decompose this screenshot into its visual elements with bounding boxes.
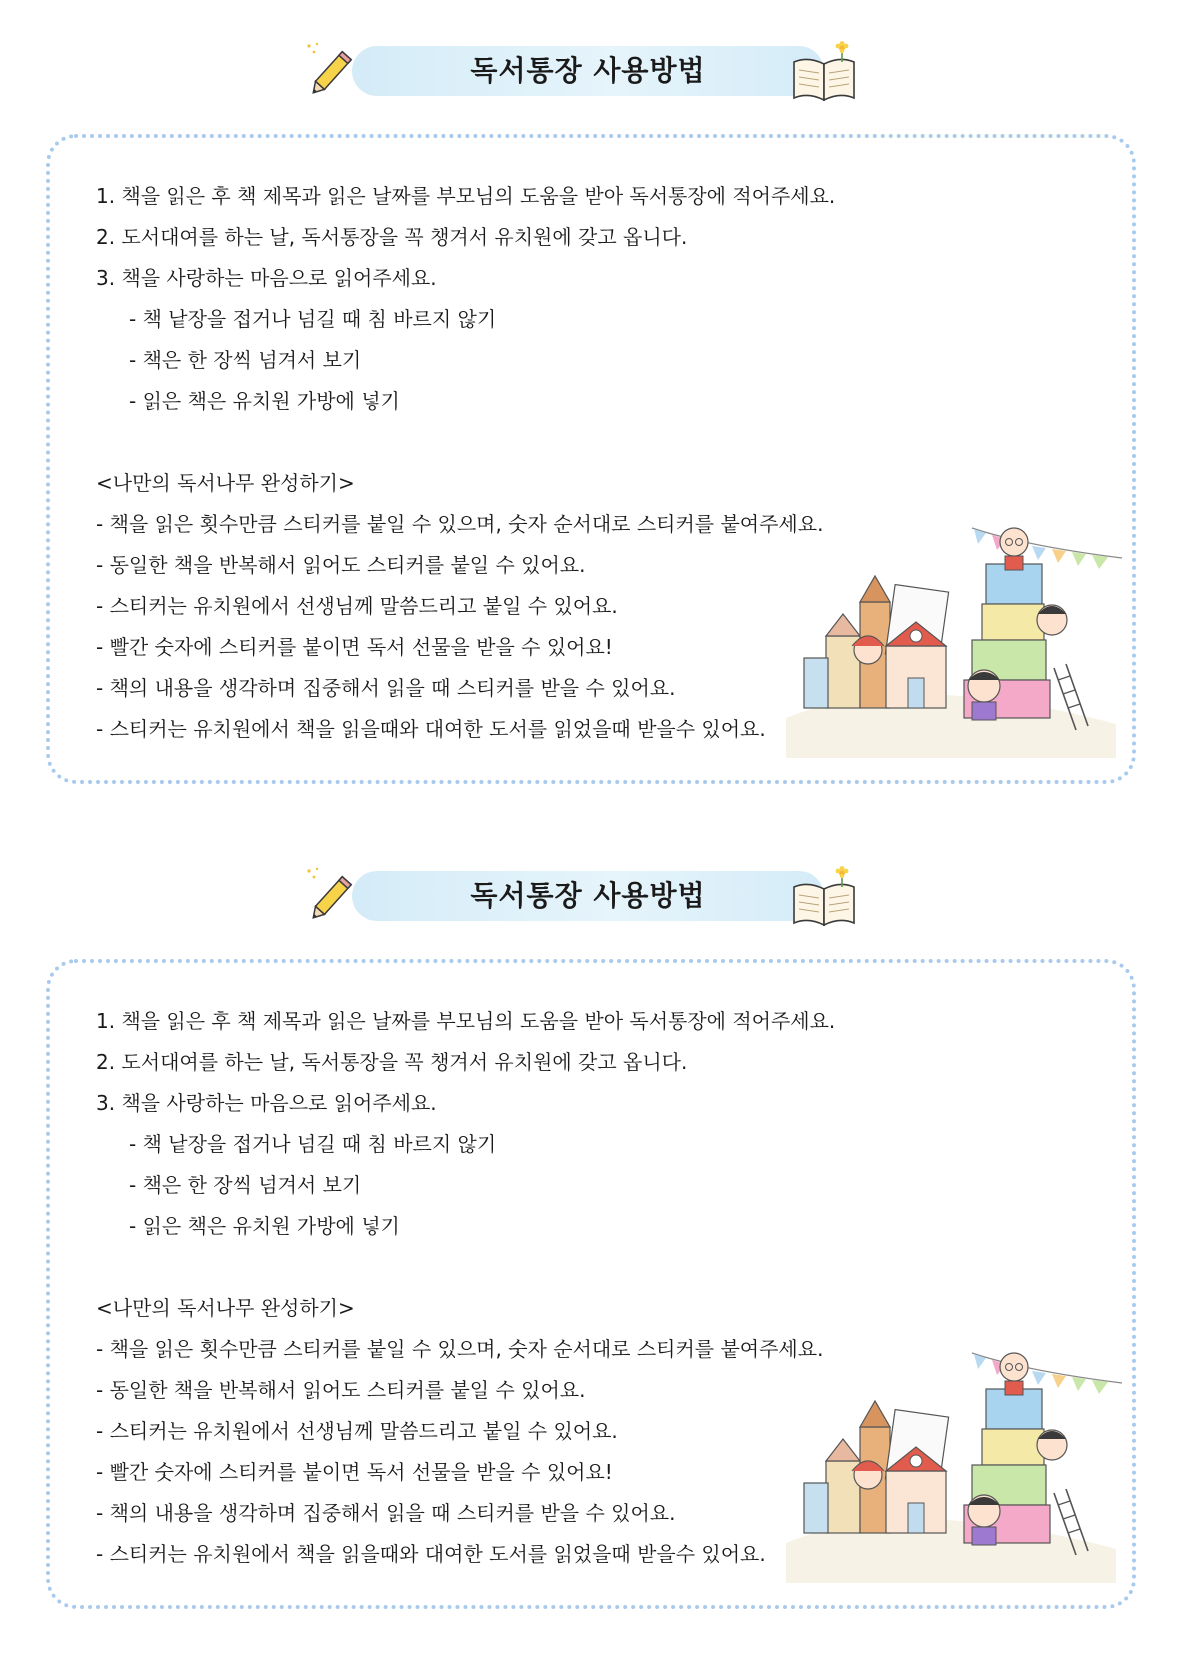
instruction-line: 3. 책을 사랑하는 마음으로 읽어주세요. [96,266,437,290]
subheading: <나만의 독서나무 완성하기> [96,1296,355,1320]
instruction-line: - 빨간 숫자에 스티커를 붙이면 독서 선물을 받을 수 있어요! [96,1460,613,1484]
instruction-subline: - 읽은 책은 유치원 가방에 넣기 [129,389,400,413]
kids-reading-books-illustration [786,518,1126,758]
instruction-subline: - 읽은 책은 유치원 가방에 넣기 [129,1214,400,1238]
instruction-line: 3. 책을 사랑하는 마음으로 읽어주세요. [96,1091,437,1115]
instruction-line: - 책을 읽은 횟수만큼 스티커를 붙일 수 있으며, 숫자 순서대로 스티커를 붙여주세요. [96,1337,824,1361]
instruction-line: - 책의 내용을 생각하며 집중해서 읽을 때 스티커를 받을 수 있어요. [96,1501,676,1525]
open-book-icon [790,40,860,104]
instruction-line: - 스티커는 유치원에서 책을 읽을때와 대여한 도서를 읽었을때 받을수 있어요. [96,717,766,741]
pencil-icon [306,42,358,98]
instruction-subline: - 책은 한 장씩 넘겨서 보기 [129,348,362,372]
instruction-line: 2. 도서대여를 하는 날, 독서통장을 꼭 챙겨서 유치원에 갖고 옵니다. [96,1050,688,1074]
spacer-line [96,422,835,463]
instruction-line: 1. 책을 읽은 후 책 제목과 읽은 날짜를 부모님의 도움을 받아 독서통장에 적어주세요. [96,1009,836,1033]
instruction-line: - 책의 내용을 생각하며 집중해서 읽을 때 스티커를 받을 수 있어요. [96,676,676,700]
kids-reading-books-illustration [786,1343,1126,1583]
instruction-line: - 스티커는 유치원에서 선생님께 말씀드리고 붙일 수 있어요. [96,1419,618,1443]
guide-section [0,825,1181,1625]
instruction-line: - 동일한 책을 반복해서 읽어도 스티커를 붙일 수 있어요. [96,553,586,577]
instruction-line: 1. 책을 읽은 후 책 제목과 읽은 날짜를 부모님의 도움을 받아 독서통장에 적어주세요. [96,184,836,208]
instruction-subline: - 책 낱장을 접거나 넘길 때 침 바르지 않기 [129,307,497,331]
pencil-icon [306,867,358,923]
instruction-line: 2. 도서대여를 하는 날, 독서통장을 꼭 챙겨서 유치원에 갖고 옵니다. [96,225,688,249]
open-book-icon [790,865,860,929]
instruction-line: - 동일한 책을 반복해서 읽어도 스티커를 붙일 수 있어요. [96,1378,586,1402]
instruction-line: - 책을 읽은 횟수만큼 스티커를 붙일 수 있으며, 숫자 순서대로 스티커를 붙여주세요. [96,512,824,536]
subheading: <나만의 독서나무 완성하기> [96,471,355,495]
instruction-subline: - 책은 한 장씩 넘겨서 보기 [129,1173,362,1197]
instruction-list [96,176,835,750]
instruction-line: - 빨간 숫자에 스티커를 붙이면 독서 선물을 받을 수 있어요! [96,635,613,659]
instruction-subline: - 책 낱장을 접거나 넘길 때 침 바르지 않기 [129,1132,497,1156]
title-banner [352,44,824,98]
spacer-line [96,1247,835,1288]
instruction-line: - 스티커는 유치원에서 책을 읽을때와 대여한 도서를 읽었을때 받을수 있어요. [96,1542,766,1566]
section-title: 독서통장 사용방법 [470,879,706,912]
guide-section [0,0,1181,800]
title-banner [352,869,824,923]
instruction-list [96,1001,835,1575]
section-title: 독서통장 사용방법 [470,54,706,87]
instruction-line: - 스티커는 유치원에서 선생님께 말씀드리고 붙일 수 있어요. [96,594,618,618]
